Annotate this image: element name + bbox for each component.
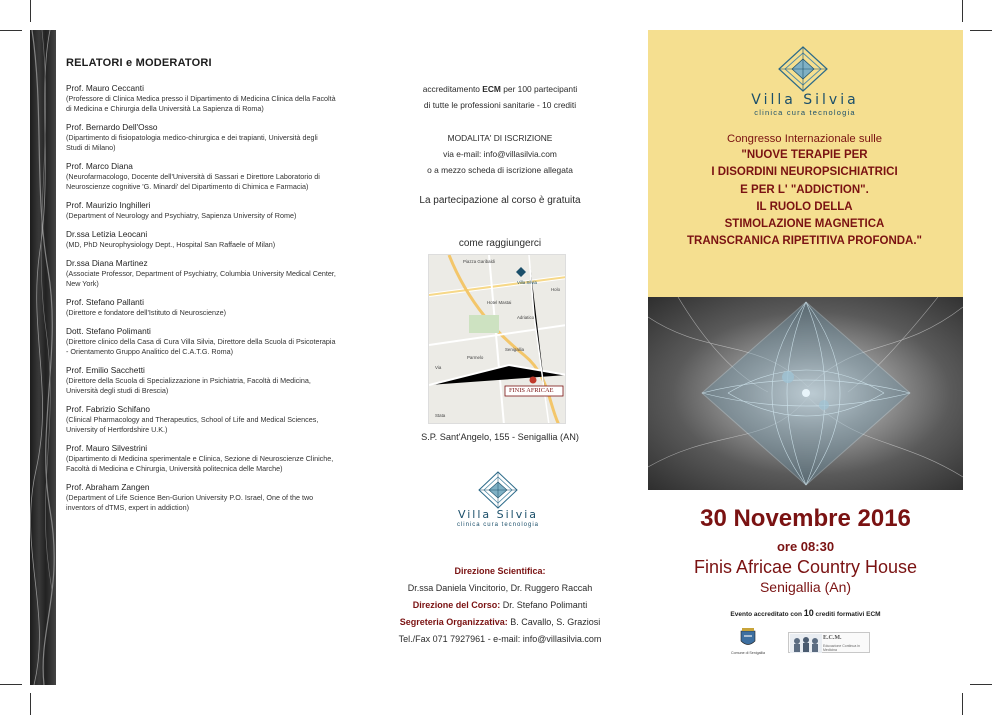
speaker-entry	[66, 161, 336, 192]
map-label-piazza: Piazza Garibaldi	[463, 259, 495, 264]
speaker-affiliation: (Direttore della Scuola di Specializzazione in Psichiatria, Facoltà di Medicina, Università degli studi di Brescia)	[66, 376, 311, 395]
speakers-list	[66, 83, 336, 521]
map-label-via: Via	[435, 365, 442, 370]
how-to-reach-heading: come raggiungerci	[458, 238, 542, 249]
crop-mark	[962, 0, 963, 22]
villa-silvia-logo-icon	[478, 471, 518, 509]
speaker-name: Prof. Mauro Silvestrini	[66, 443, 148, 453]
organizers-credits: Direzione Scientifica: Dr.ssa Daniela Vincitorio, Dr. Ruggero Raccah Direzione del Corso: Dr. Stefano Polimanti Segreteria Organizzativa: B. Cavallo, S. Graziosi Tel./Fax 071 7927961 - e-mail: info@villasilvia.com	[355, 563, 645, 648]
villa-silvia-brand-cover: Villa Silvia clinica cura tecnologia	[751, 92, 859, 117]
speaker-name: Prof. Stefano Pallanti	[66, 297, 144, 307]
speaker-affiliation: (Department of Life Science Ben-Gurion University P.O. Israel, One of the two inventors of dTMS, expert in addiction)	[66, 493, 314, 512]
map-label-finis: FINIS AFRICAE	[509, 387, 554, 394]
speaker-name: Prof. Mauro Ceccanti	[66, 83, 144, 93]
speaker-name: Prof. Emilio Sacchetti	[66, 365, 145, 375]
crop-mark	[962, 693, 963, 715]
accreditation-note: Evento accreditato con 10 crediti formativi ECM	[730, 608, 881, 618]
crop-mark	[970, 684, 992, 685]
free-participation: La partecipazione al corso è gratuita	[419, 195, 581, 206]
congress-title: Congresso Internazionale sulle "NUOVE TERAPIE PER I DISORDINI NEUROPSICHIATRICI E PER L' "ADDICTION". IL RUOLO DELLA STIMOLAZIONE MAGNETICA TRANSCRANICA RIPETITIVA PROFONDA."	[686, 133, 923, 248]
ecm-logo: E.C.M. Educazione Continua in Medicina	[788, 632, 870, 653]
registration-email[interactable]: via e-mail: info@villasilvia.com	[443, 149, 557, 159]
speaker-name: Prof. Fabrizio Schifano	[66, 404, 150, 414]
speaker-entry	[66, 365, 336, 396]
villa-silvia-logo-icon	[778, 46, 828, 92]
speaker-entry	[66, 443, 336, 474]
speaker-name: Prof. Marco Diana	[66, 161, 133, 171]
speaker-affiliation: (Professore di Clinica Medica presso il Dipartimento di Medicina Clinica della Facoltà di Medicina e Chirurgia della Università La Sapienza di Roma)	[66, 94, 336, 113]
speaker-entry	[66, 83, 336, 114]
venue-address: S.P. Sant'Angelo, 155 - Senigallia (AN)	[421, 432, 579, 442]
speakers-heading: RELATORI e MODERATORI	[66, 57, 212, 69]
map-label-stata: Stata	[435, 413, 446, 418]
comune-label: Comune di Senigallia	[731, 651, 765, 655]
contact-info[interactable]: Tel./Fax 071 7927961 - e-mail: info@villasilvia.com	[398, 634, 602, 644]
decorative-neuron-strip	[30, 30, 56, 685]
map-label-villa: Villa Silvia	[517, 280, 537, 285]
map-label-parmelo: Parmelo	[467, 355, 484, 360]
speaker-name: Dr.ssa Letizia Leocani	[66, 229, 148, 239]
speaker-affiliation: (Direttore e fondatore dell'Istituto di Neuroscienze)	[66, 308, 226, 317]
speaker-entry	[66, 297, 336, 318]
speaker-name: Dott. Stefano Polimanti	[66, 326, 151, 336]
speaker-entry	[66, 200, 336, 221]
crop-mark	[30, 0, 31, 22]
map-label-senigallia: Senigallia	[505, 347, 525, 352]
comune-crest-icon	[739, 627, 757, 649]
crop-mark	[0, 30, 22, 31]
ecm-people-icon	[790, 634, 822, 653]
speaker-entry	[66, 482, 336, 513]
neural-diamond-image	[648, 297, 963, 490]
speaker-name: Prof. Maurizio Inghilleri	[66, 200, 151, 210]
speaker-affiliation: (Neurofarmacologo, Docente dell'Università di Sassari e Direttore Laboratorio di Neuroscienze cognitive 'G. Minardi' del Dipartimento di Chimica e Farmacia)	[66, 172, 320, 191]
speaker-affiliation: (MD, PhD Neurophysiology Dept., Hospital San Raffaele of Milan)	[66, 240, 276, 249]
speaker-name: Dr.ssa Diana Martinez	[66, 258, 148, 268]
event-time: ore 08:30	[776, 539, 835, 554]
speaker-entry	[66, 229, 336, 250]
speaker-entry	[66, 326, 336, 357]
speaker-affiliation: (Dipartimento di fisiopatologia medico-chirurgica e dei trapianti, Università degli Studi di Milano)	[66, 133, 318, 152]
location-map[interactable]	[428, 254, 566, 424]
speaker-entry	[66, 404, 336, 435]
map-label-hotel: Hotel Mastai	[487, 300, 512, 305]
map-label-holo: Holo	[551, 287, 561, 292]
map-label-adriatico: Adriatico	[517, 315, 535, 320]
event-city: Senigallia (An)	[759, 579, 852, 595]
speaker-name: Prof. Bernardo Dell'Osso	[66, 122, 158, 132]
speaker-entry	[66, 258, 336, 289]
speaker-affiliation: (Department of Neurology and Psychiatry, Sapienza University of Rome)	[66, 211, 297, 220]
speaker-affiliation: (Dipartimento di Medicina sperimentale e Clinica, Sezione di Neuroscienze Cliniche, Facoltà di Medicina e Chirurgia, Università politecnica delle Marche)	[66, 454, 334, 473]
speaker-affiliation: (Direttore clinico della Casa di Cura Villa Silvia, Direttore della Scuola di Psicoterapia - Orientamento Gruppo Analitico del C.A.T.G. Roma)	[66, 337, 336, 356]
villa-silvia-brand-middle: Villa Silvia clinica cura tecnologia	[456, 508, 540, 528]
speaker-name: Prof. Abraham Zangen	[66, 482, 150, 492]
ecm-accreditation: accreditamento ECM per 100 partecipanti di tutte le professioni sanitarie - 10 crediti	[422, 84, 578, 110]
event-date: 30 Novembre 2016	[700, 505, 911, 532]
event-venue: Finis Africae Country House	[693, 557, 918, 577]
crop-mark	[30, 693, 31, 715]
speaker-affiliation: (Clinical Pharmacology and Therapeutics, School of Life and Medical Sciences, University of Hertfordshire U.K.)	[66, 415, 319, 434]
crop-mark	[970, 30, 992, 31]
speaker-entry	[66, 122, 336, 153]
registration-info: MODALITA' DI ISCRIZIONE via e-mail: info@villasilvia.com o a mezzo scheda di iscrizione allegata	[355, 130, 645, 178]
crop-mark	[0, 684, 22, 685]
speaker-affiliation: (Associate Professor, Department of Psychiatry, Columbia University Medical Center, New York)	[66, 269, 336, 288]
